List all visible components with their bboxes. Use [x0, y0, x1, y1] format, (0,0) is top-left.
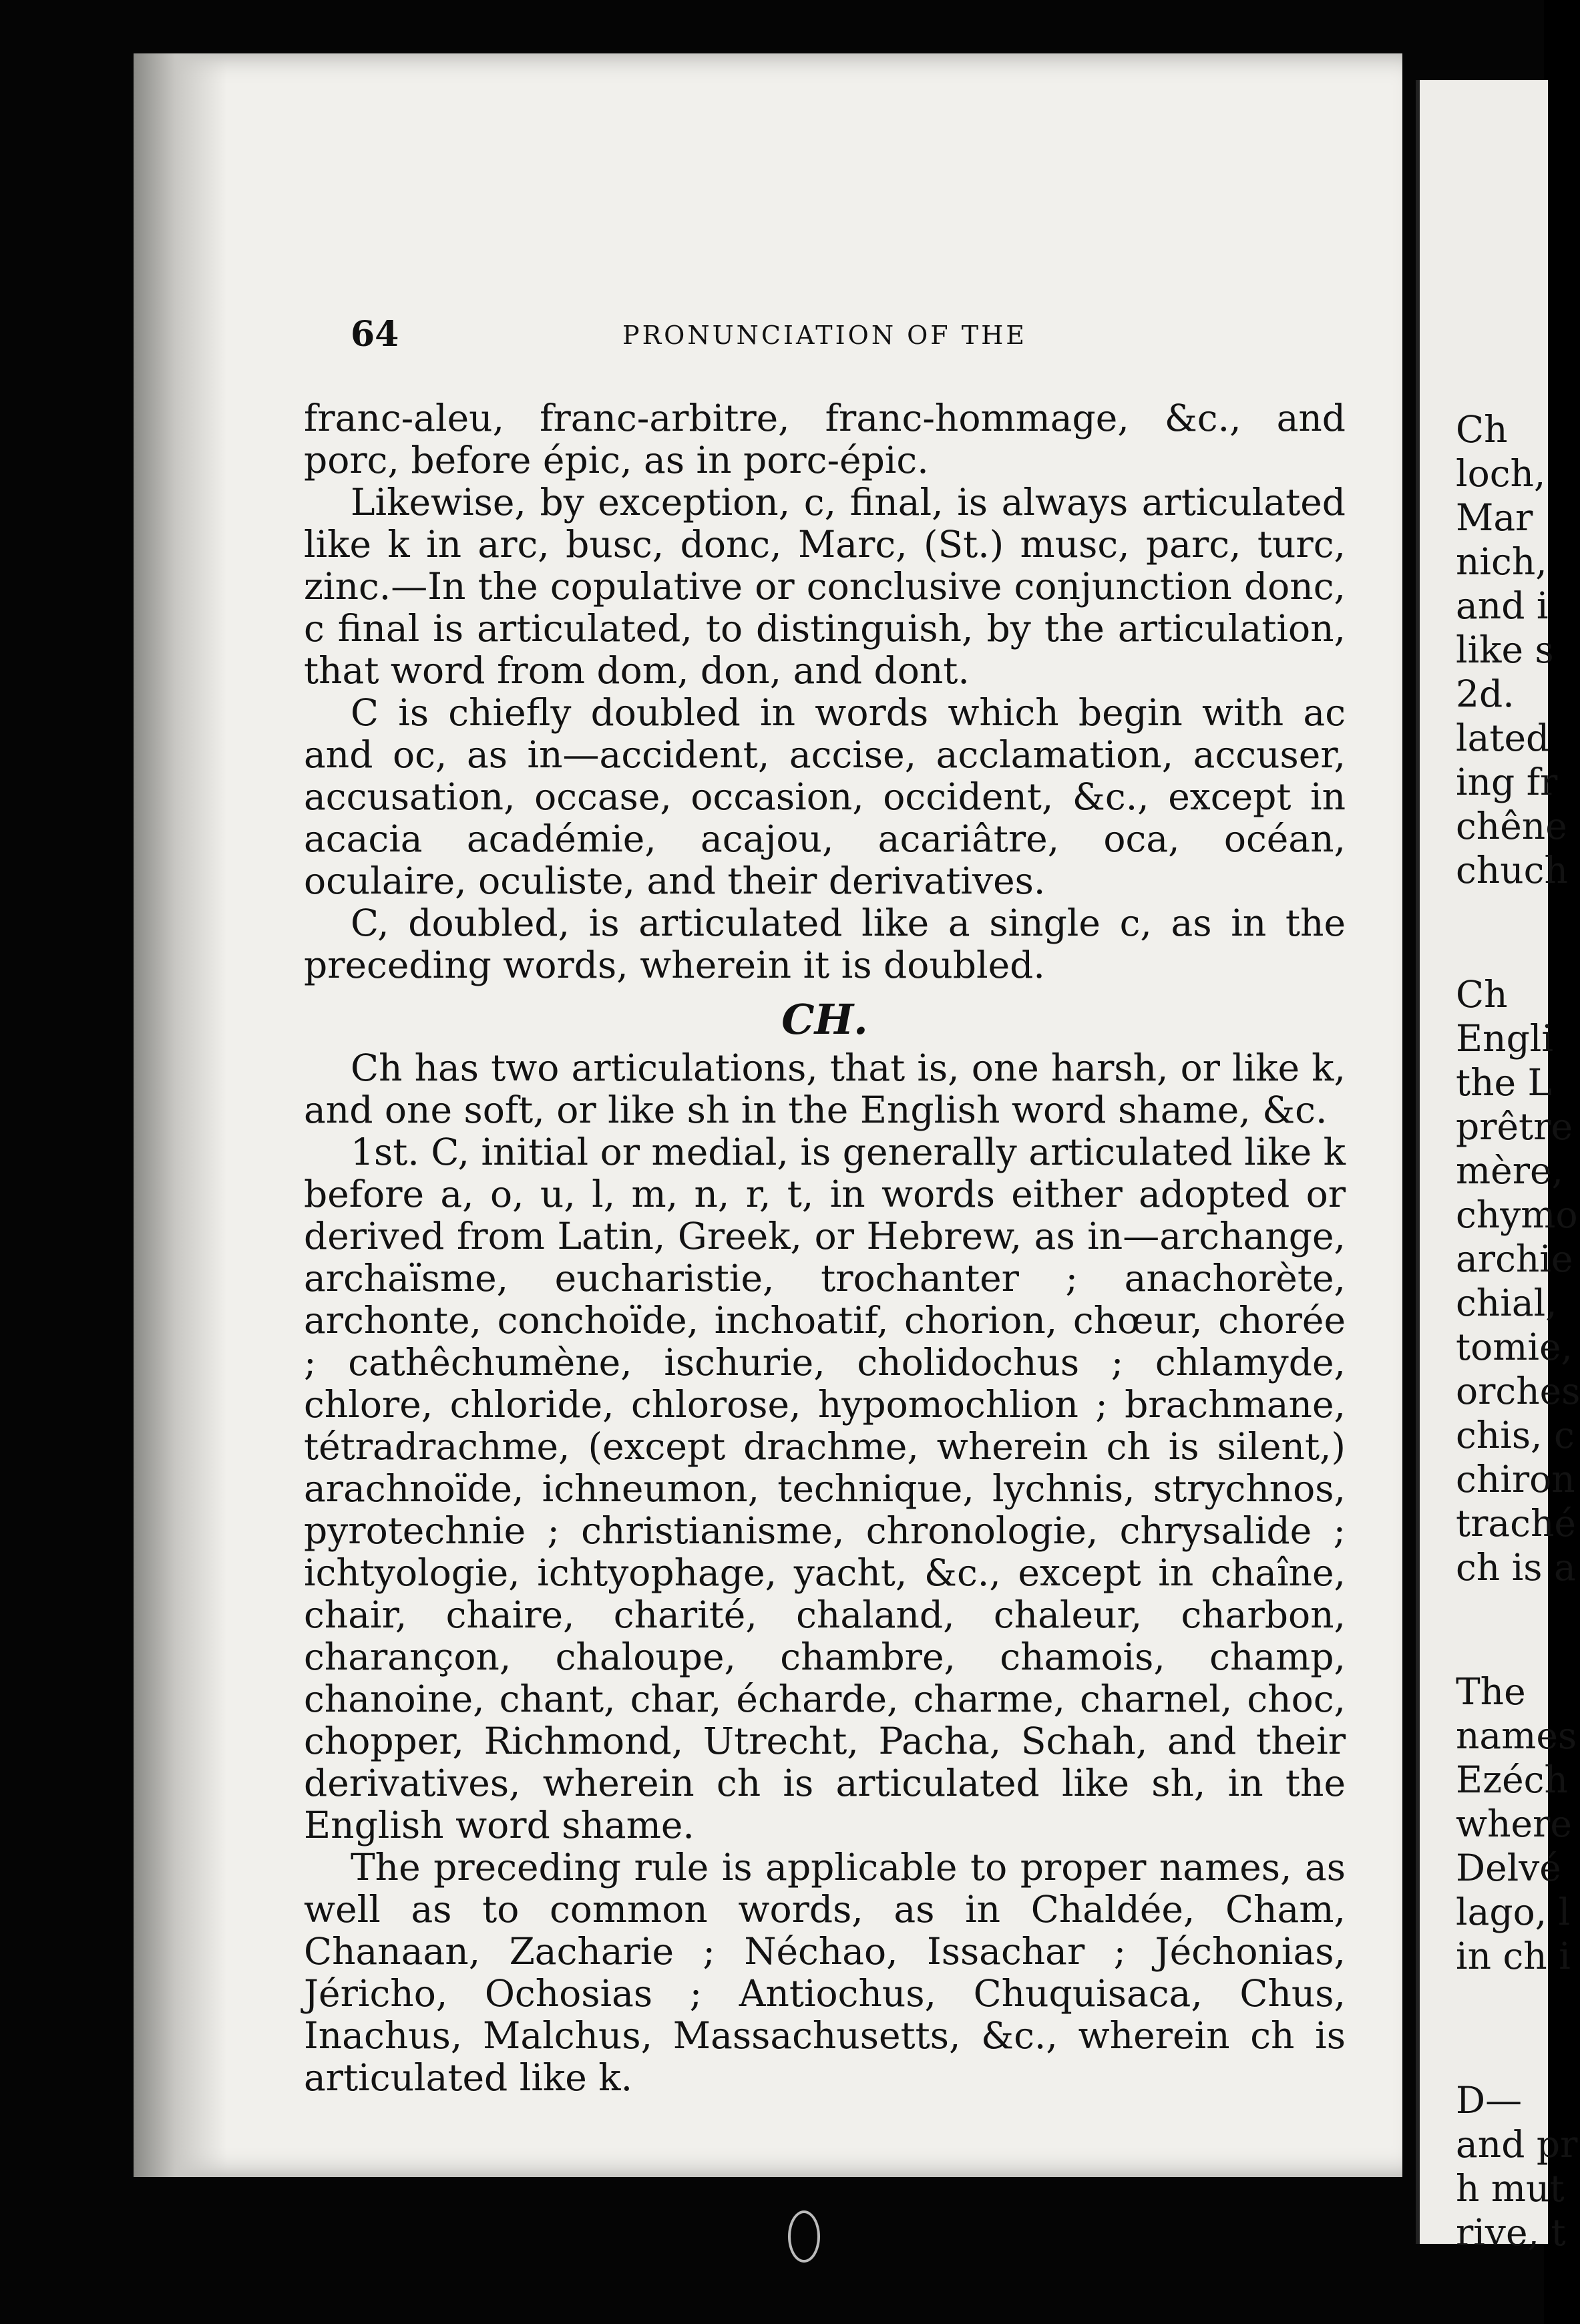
stray-mark: [788, 2210, 820, 2263]
paragraph: Ch has two articulations, that is, one harsh, or like k, and one soft, or like sh in the English word shame, &c.: [304, 1046, 1346, 1131]
gutter-shadow: [134, 53, 227, 2177]
right-page-line: where: [1456, 1802, 1572, 1845]
page-header: [304, 314, 1346, 361]
right-page-line: in ch i: [1456, 1935, 1571, 1977]
right-page-line: and pr: [1456, 2123, 1578, 2166]
right-page-line: Ezéch: [1456, 1758, 1568, 1801]
page-number: 64: [351, 314, 399, 355]
page-content: [304, 314, 1346, 2099]
right-page-line: loch,: [1456, 452, 1546, 495]
paragraph: C, doubled, is articulated like a single c, as in the preceding words, wherein it is doubled.: [304, 902, 1346, 986]
right-page-line: D—: [1456, 2079, 1523, 2122]
right-page-line: Engli: [1456, 1017, 1553, 1060]
right-page-line: Ch: [1456, 408, 1508, 451]
paragraph: franc-aleu, franc-arbitre, franc-hommage, &c., and porc, before épic, as in porc-épic.: [304, 397, 1346, 481]
right-page-line: chymo: [1456, 1193, 1578, 1236]
right-page-line: prêtre: [1456, 1105, 1573, 1148]
right-page-line: lago, l: [1456, 1891, 1571, 1933]
right-page-line: ing fr: [1456, 761, 1558, 803]
right-page-text: [1456, 407, 1580, 2255]
right-page-line: lated: [1456, 717, 1550, 759]
right-page-line: rive, t: [1456, 2211, 1566, 2254]
right-page-line: Ch: [1456, 973, 1508, 1016]
right-page-line: chis, c: [1456, 1414, 1575, 1457]
right-page-line: h mut: [1456, 2167, 1565, 2210]
paragraph: C is chiefly doubled in words which begin with ac and oc, as in—accident, accise, acclamation, accuser, accusation, occase, occasion, occident, &c., except in acacia académie, acajou, acariâtre, oca, océan, oculaire, oculiste, and their derivatives.: [304, 691, 1346, 902]
right-page-line: chial,: [1456, 1282, 1557, 1324]
right-page-line: ch is a: [1456, 1546, 1576, 1589]
right-page-line: like s: [1456, 628, 1554, 671]
right-page-line: Delvé: [1456, 1847, 1561, 1889]
right-page-line: 2d.: [1456, 672, 1515, 715]
right-page-line: chêne: [1456, 805, 1567, 847]
paragraph: 1st. C, initial or medial, is generally articulated like k before a, o, u, l, m, n, r, t, in words either adopted or derived from Latin, Greek, or Hebrew, as in—archange, archaïsme, eucharistie, trochanter ; anachorète, archonte, conchoïde, inchoatif, chorion, chœur, chorée ; cathêchumène, ischurie, cholidochus ; chlamyde, chlore, chloride, chlorose, hypomochlion ; brachmane, tétradrachme, (except drachme, wherein ch is silent,) arachnoïde, ichneumon, technique, lychnis, strychnos, pyrotechnie ; christianisme, chronologie, chrysalide ; ichtyologie, ichtyophage, yacht, &c., except in chaîne, chair, chaire, charité, chaland, chaleur, charbon, charançon, chaloupe, chambre, chamois, champ, chanoine, chant, char, écharde, charme, charnel, choc, chopper, Richmond, Utrecht, Pacha, Schah, and their derivatives, wherein ch is articulated like sh, in the English word shame.: [304, 1131, 1346, 1847]
right-page-line: chiron: [1456, 1458, 1575, 1501]
right-page-line: nich,: [1456, 540, 1547, 583]
right-page-line: the L: [1456, 1061, 1553, 1104]
body-text: [304, 397, 1346, 2099]
right-page-line: names: [1456, 1714, 1577, 1757]
right-page-line: The: [1456, 1670, 1526, 1713]
right-page-line: and i: [1456, 584, 1549, 627]
paragraph: The preceding rule is applicable to proper names, as well as to common words, as in Chaldée, Cham, Chanaan, Zacharie ; Néchao, Issachar ; Jéchonias, Jéricho, Ochosias ; Antiochus, Chuquisaca, Chus, Inachus, Malchus, Massachusetts, &c., wherein ch is articulated like k.: [304, 1846, 1346, 2099]
running-head: PRONUNCIATION OF THE: [622, 321, 1027, 350]
right-page-line: traché: [1456, 1502, 1576, 1545]
right-page-line: Mar: [1456, 496, 1533, 539]
section-heading: CH.: [781, 995, 868, 1044]
right-page-line: archie: [1456, 1237, 1573, 1280]
right-page-line: mère,: [1456, 1149, 1564, 1192]
paragraph: Likewise, by exception, c, final, is always articulated like k in arc, busc, donc, Marc, (St.) musc, parc, turc, zinc.—In the copulative or conclusive conjunction donc, c final is articulated, to distinguish, by the articulation, that word from dom, don, and dont.: [304, 481, 1346, 692]
right-page-line: orches: [1456, 1370, 1580, 1412]
right-page-line: chuch: [1456, 849, 1568, 892]
right-page-line: tomie,: [1456, 1326, 1573, 1368]
